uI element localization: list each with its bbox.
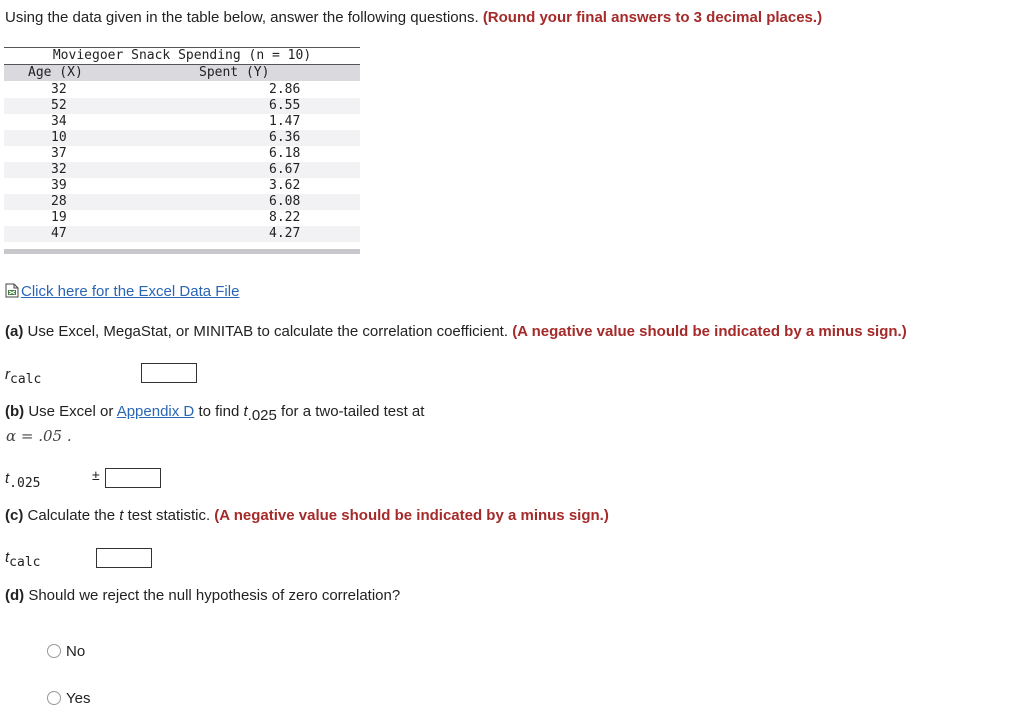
table-row: [4, 114, 360, 130]
data-table: [4, 47, 360, 242]
part-d-question: [5, 587, 400, 604]
table-caption: Moviegoer Snack Spending (n = 10): [4, 48, 360, 65]
column-header-spent: Spent (Y): [131, 65, 360, 82]
part-a-text: Use Excel, MegaStat, or MINITAB to calculate the correlation coefficient.: [27, 323, 509, 340]
part-b-label: (b): [5, 403, 25, 420]
excel-link-text: Click here for the Excel Data File: [21, 283, 240, 300]
t-symbol: t: [5, 549, 10, 566]
t-symbol: t: [243, 403, 248, 420]
part-c-question: [5, 507, 609, 524]
age-cell: 47: [4, 226, 131, 242]
part-d-label: (d): [5, 587, 25, 604]
age-cell: 34: [51, 114, 67, 129]
table-row: [4, 82, 360, 99]
part-b-text-2: to find: [198, 403, 240, 420]
excel-file-icon: [5, 283, 19, 298]
age-cell: 32: [4, 162, 131, 178]
radio-yes[interactable]: [47, 691, 61, 705]
excel-data-file-link[interactable]: [5, 283, 239, 300]
part-b-question: [5, 403, 424, 424]
spent-cell: 1.47: [269, 114, 301, 129]
table-row: [4, 210, 360, 226]
t-subscript: calc: [9, 555, 41, 570]
part-c-text: Calculate the: [27, 507, 116, 524]
table-row: [4, 178, 360, 194]
r-symbol: r: [5, 366, 10, 383]
part-a-label: (a): [5, 323, 24, 340]
column-header-age: Age (X): [4, 65, 131, 82]
table-row: [4, 162, 360, 178]
part-d-text: Should we reject the null hypothesis of zero correlation?: [28, 587, 401, 604]
table-row: [4, 130, 360, 146]
t025-input[interactable]: [105, 468, 161, 488]
instructions-note: (Round your final answers to 3 decimal places.): [482, 9, 823, 26]
option-yes-label: Yes: [66, 690, 91, 707]
plus-minus-sign: ±: [92, 467, 100, 483]
table-row: [4, 226, 360, 242]
table-row: [4, 98, 360, 114]
instructions: [5, 9, 822, 26]
age-cell: 37: [51, 146, 67, 161]
spent-cell: 2.86: [269, 82, 301, 97]
r-subscript: calc: [10, 372, 42, 387]
table-row: [4, 194, 360, 210]
age-cell: 19: [51, 210, 67, 225]
t025-label: [5, 470, 40, 491]
part-b-text-3: for a two-tailed test at: [281, 403, 425, 420]
t-subscript: .025: [9, 476, 41, 491]
age-cell: 28: [4, 194, 131, 210]
age-cell: 39: [51, 178, 67, 193]
table-bottom-bar: [4, 249, 360, 254]
spent-cell: 6.36: [131, 130, 360, 146]
t-calc-input[interactable]: [96, 548, 152, 568]
part-c-text-2: test statistic.: [127, 507, 211, 524]
alpha-line: α = .05 .: [6, 427, 72, 445]
part-a-note: (A negative value should be indicated by a minus sign.): [512, 323, 907, 340]
t-calc-label: [5, 549, 40, 570]
age-cell: 10: [4, 130, 131, 146]
spent-cell: 6.67: [131, 162, 360, 178]
spent-cell: 6.18: [269, 146, 301, 161]
spent-cell: 8.22: [269, 210, 301, 225]
part-b-text: Use Excel or: [28, 403, 114, 420]
t-subscript: .025: [247, 407, 277, 424]
age-cell: 32: [51, 82, 67, 97]
r-calc-input[interactable]: [141, 363, 197, 383]
table-row: [4, 146, 360, 162]
t-symbol: t: [5, 470, 10, 487]
spent-cell: 3.62: [269, 178, 301, 193]
r-calc-label: [5, 366, 41, 387]
age-cell: 52: [4, 98, 131, 114]
part-c-label: (c): [5, 507, 24, 524]
spent-cell: 6.08: [131, 194, 360, 210]
spent-cell: 6.55: [131, 98, 360, 114]
instructions-text: Using the data given in the table below, answer the following questions.: [5, 9, 479, 26]
part-c-note: (A negative value should be indicated by a minus sign.): [214, 507, 609, 524]
spent-cell: 4.27: [131, 226, 360, 242]
option-no-label: No: [66, 643, 86, 660]
appendix-d-link[interactable]: Appendix D: [116, 403, 195, 420]
radio-no[interactable]: [47, 644, 61, 658]
part-a-question: [5, 323, 907, 340]
t-symbol: t: [119, 507, 124, 524]
